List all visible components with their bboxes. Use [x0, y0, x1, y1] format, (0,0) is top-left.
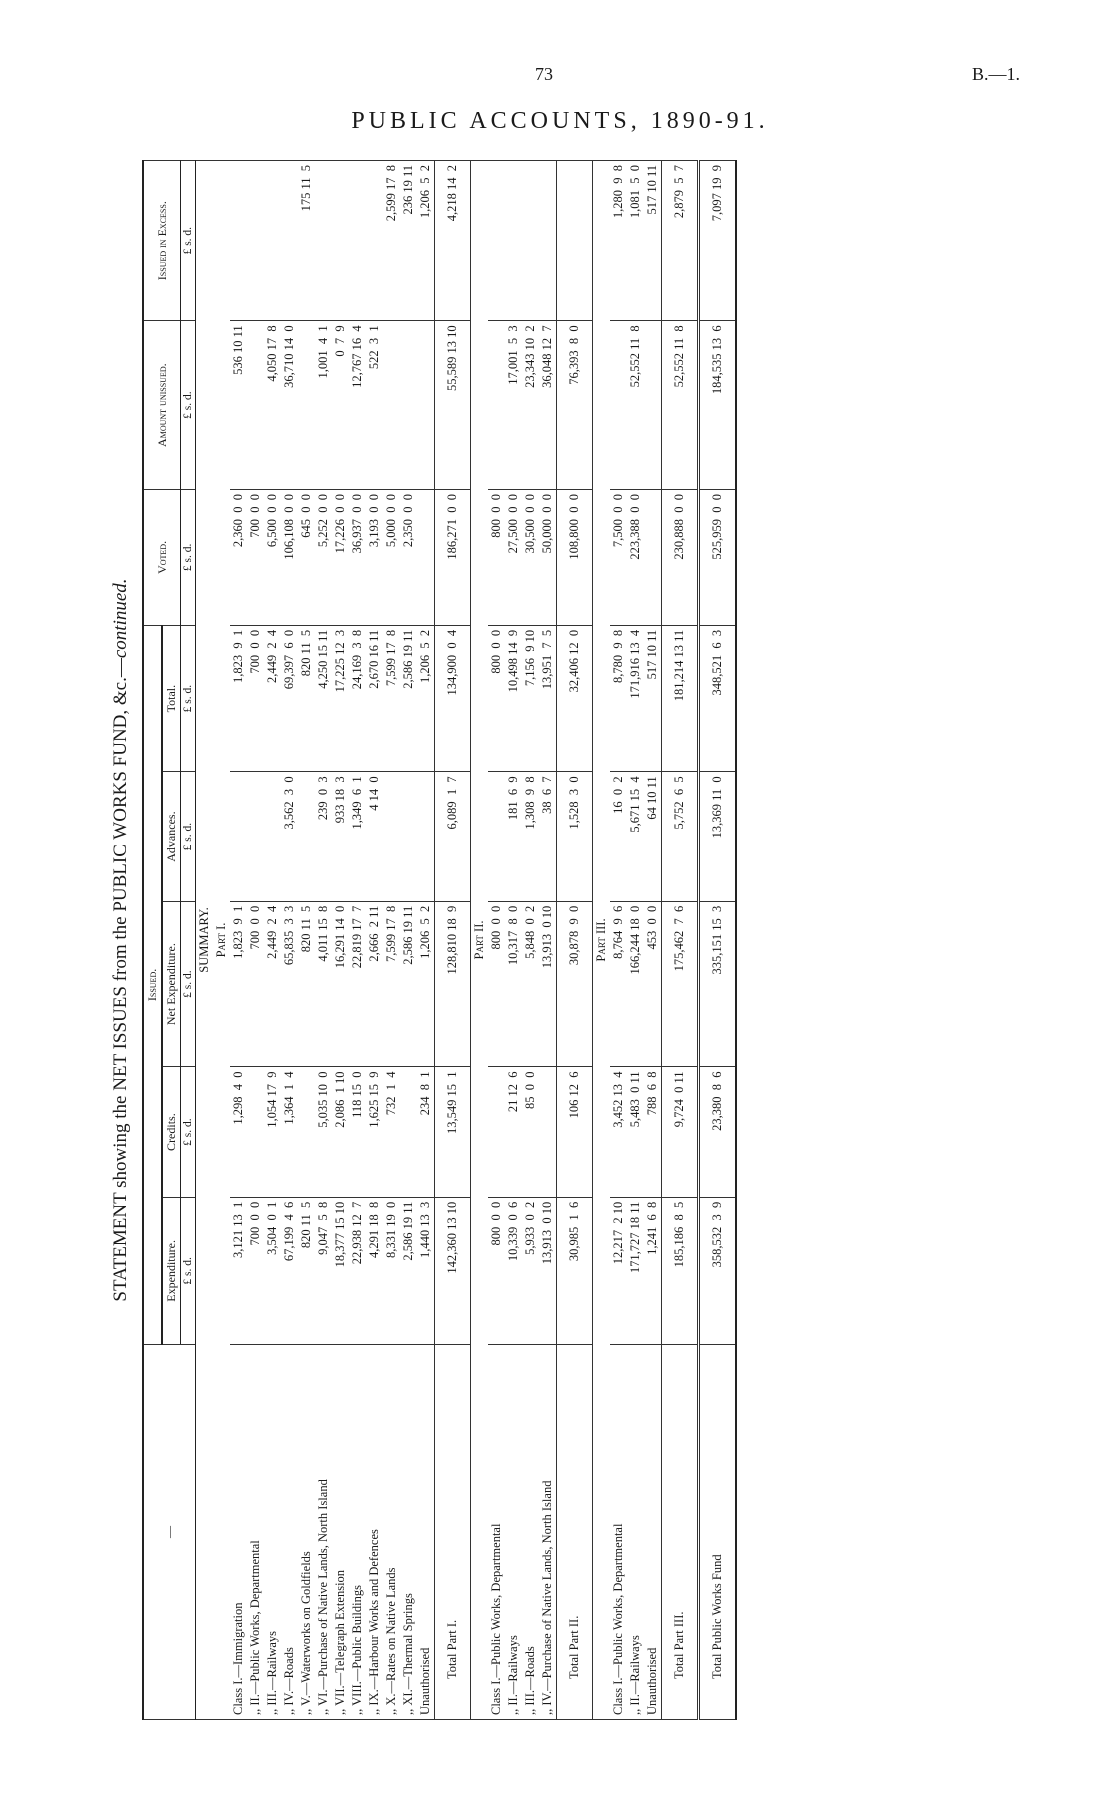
units-label: £ s. d.	[181, 161, 196, 321]
cell-adv	[488, 772, 505, 901]
table-row	[417, 161, 435, 1720]
voted-header: Voted.	[143, 489, 181, 625]
section-heading: SUMMARY.	[196, 161, 214, 1720]
cell-exp: 13,913 0 10	[539, 1197, 557, 1344]
cell-total: 17,225 12 3	[332, 625, 349, 771]
row-description: ,, IX.—Harbour Works and Defences	[366, 1345, 383, 1720]
cell-unissued: 36,710 14 0	[281, 321, 298, 490]
cell-unissued: 0 7 9	[332, 321, 349, 490]
total-row	[699, 161, 737, 1720]
cell-excess	[332, 161, 349, 321]
total-row	[435, 161, 471, 1720]
cell-cred	[298, 1067, 315, 1197]
cell-voted	[417, 489, 435, 625]
cell-net: 7,599 17 8	[383, 901, 400, 1067]
units-label: £ s. d.	[181, 489, 196, 625]
cell-excess: 2,879 5 7	[662, 161, 699, 321]
advances-header: Advances.	[162, 772, 181, 901]
cell-unissued	[298, 321, 315, 490]
row-description: Class I.—Immigration	[230, 1345, 247, 1720]
cell-total: 32,406 12 0	[557, 625, 593, 771]
units-label: £ s. d.	[181, 772, 196, 901]
table-body	[196, 161, 737, 1720]
cell-cred: 13,549 15 1	[435, 1067, 471, 1197]
section-heading-row	[471, 161, 489, 1720]
cell-adv: 4 14 0	[366, 772, 383, 901]
cell-adv: 933 18 3	[332, 772, 349, 901]
cell-voted: 7,500 0 0	[610, 489, 627, 625]
table-row	[539, 161, 557, 1720]
cell-voted: 223,388 0 0	[627, 489, 644, 625]
cell-total: 1,823 9 1	[230, 625, 247, 771]
cell-unissued: 23,343 10 2	[522, 321, 539, 490]
rotated-statement	[110, 160, 900, 1720]
cell-total: 8,780 9 8	[610, 625, 627, 771]
cell-net: 22,819 17 7	[349, 901, 366, 1067]
cell-excess	[281, 161, 298, 321]
row-description: ,, VIII.—Public Buildings	[349, 1345, 366, 1720]
section-heading: Part I.	[213, 161, 230, 1720]
cell-net: 2,666 2 11	[366, 901, 383, 1067]
row-description: ,, V.—Waterworks on Goldfields	[298, 1345, 315, 1720]
cell-net: 175,462 7 6	[662, 901, 699, 1067]
row-description: Class I.—Public Works, Departmental	[488, 1345, 505, 1720]
table-row	[383, 161, 400, 1720]
table-row	[332, 161, 349, 1720]
cell-total: 171,916 13 4	[627, 625, 644, 771]
cell-total: 517 10 11	[644, 625, 662, 771]
cell-excess	[557, 161, 593, 321]
section-heading-row	[213, 161, 230, 1720]
cell-cred: 1,054 17 9	[264, 1067, 281, 1197]
cell-excess	[522, 161, 539, 321]
cell-cred: 234 8 1	[417, 1067, 435, 1197]
cell-unissued	[610, 321, 627, 490]
cell-excess: 7,097 19 9	[699, 161, 737, 321]
cell-exp: 171,727 18 11	[627, 1197, 644, 1344]
cell-cred: 3,452 13 4	[610, 1067, 627, 1197]
cell-cred: 118 15 0	[349, 1067, 366, 1197]
cell-adv	[264, 772, 281, 901]
cell-cred: 5,483 0 11	[627, 1067, 644, 1197]
cell-exp: 1,440 13 3	[417, 1197, 435, 1344]
cell-unissued: 536 10 11	[230, 321, 247, 490]
table-row	[366, 161, 383, 1720]
row-description: ,, VI.—Purchase of Native Lands, North Island	[315, 1345, 332, 1720]
cell-adv: 3,562 3 0	[281, 772, 298, 901]
cell-voted: 6,500 0 0	[264, 489, 281, 625]
table-row	[488, 161, 505, 1720]
cell-cred	[539, 1067, 557, 1197]
cell-net: 2,449 2 4	[264, 901, 281, 1067]
cell-cred: 1,625 15 9	[366, 1067, 383, 1197]
table-row	[522, 161, 539, 1720]
cell-voted: 27,500 0 0	[505, 489, 522, 625]
cell-total: 4,250 15 11	[315, 625, 332, 771]
cell-exp: 820 11 5	[298, 1197, 315, 1344]
cell-excess: 517 10 11	[644, 161, 662, 321]
cell-exp: 2,586 19 11	[400, 1197, 417, 1344]
cell-total: 1,206 5 2	[417, 625, 435, 771]
cell-voted: 525,959 0 0	[699, 489, 737, 625]
cell-adv: 1,349 6 1	[349, 772, 366, 901]
cell-exp: 3,504 0 1	[264, 1197, 281, 1344]
cell-unissued: 1,001 4 1	[315, 321, 332, 490]
cell-voted: 2,350 0 0	[400, 489, 417, 625]
cell-net: 10,317 8 0	[505, 901, 522, 1067]
cell-excess: 1,081 5 0	[627, 161, 644, 321]
total-row	[557, 161, 593, 1720]
cell-exp: 1,241 6 8	[644, 1197, 662, 1344]
table-row	[627, 161, 644, 1720]
cell-net: 166,244 18 0	[627, 901, 644, 1067]
cell-excess: 236 19 11	[400, 161, 417, 321]
table-row	[505, 161, 522, 1720]
cell-unissued: 36,048 12 7	[539, 321, 557, 490]
cell-total: 10,498 14 9	[505, 625, 522, 771]
cell-exp: 4,291 18 8	[366, 1197, 383, 1344]
cell-total: 181,214 13 11	[662, 625, 699, 771]
cell-adv: 64 10 11	[644, 772, 662, 901]
units-label: £ s. d.	[181, 625, 196, 771]
cell-excess	[488, 161, 505, 321]
cell-total: 24,169 3 8	[349, 625, 366, 771]
cell-adv: 16 0 2	[610, 772, 627, 901]
cell-cred: 1,364 1 4	[281, 1067, 298, 1197]
cell-net: 700 0 0	[247, 901, 264, 1067]
units-label: £ s. d.	[181, 901, 196, 1067]
table-row	[247, 161, 264, 1720]
cell-exp: 10,339 0 6	[505, 1197, 522, 1344]
section-heading: Part II.	[471, 161, 489, 1720]
cell-cred: 21 12 6	[505, 1067, 522, 1197]
cell-voted: 5,000 0 0	[383, 489, 400, 625]
cell-net: 335,151 15 3	[699, 901, 737, 1067]
cell-excess	[505, 161, 522, 321]
row-description: ,, IV.—Roads	[281, 1345, 298, 1720]
cell-exp: 185,186 8 5	[662, 1197, 699, 1344]
cell-net: 65,835 3 3	[281, 901, 298, 1067]
cell-excess	[230, 161, 247, 321]
row-description: ,, XI.—Thermal Springs	[400, 1345, 417, 1720]
table-row	[264, 161, 281, 1720]
cell-unissued: 17,001 5 3	[505, 321, 522, 490]
cell-cred	[400, 1067, 417, 1197]
cell-unissued: 52,552 11 8	[662, 321, 699, 490]
statement-title-text: STATEMENT showing the NET ISSUES from the PUBLIC WORKS FUND, &c.—	[110, 658, 131, 1302]
section-heading: Part III.	[593, 161, 611, 1720]
excess-header: Issued in Excess.	[143, 161, 181, 321]
unissued-header: Amount unissued.	[143, 321, 181, 490]
cell-exp: 358,532 3 9	[699, 1197, 737, 1344]
cell-adv: 13,369 11 0	[699, 772, 737, 901]
cell-cred: 1,298 4 0	[230, 1067, 247, 1197]
row-description: ,, II.—Public Works, Departmental	[247, 1345, 264, 1720]
total-row	[662, 161, 699, 1720]
cell-cred: 106 12 6	[557, 1067, 593, 1197]
table-row	[315, 161, 332, 1720]
cell-adv: 5,671 15 4	[627, 772, 644, 901]
row-description: Total Part I.	[435, 1345, 471, 1720]
cell-adv: 1,308 9 8	[522, 772, 539, 901]
cell-adv	[400, 772, 417, 901]
units-label: £ s. d.	[181, 1067, 196, 1197]
row-description: ,, VII.—Telegraph Extension	[332, 1345, 349, 1720]
cell-cred: 2,086 1 10	[332, 1067, 349, 1197]
table-row	[298, 161, 315, 1720]
cell-excess: 175 11 5	[298, 161, 315, 321]
net-issues-table	[142, 160, 737, 1720]
cell-excess	[349, 161, 366, 321]
cell-unissued: 12,767 16 4	[349, 321, 366, 490]
cell-voted: 36,937 0 0	[349, 489, 366, 625]
cell-total: 2,586 19 11	[400, 625, 417, 771]
cell-voted: 106,108 0 0	[281, 489, 298, 625]
cell-unissued: 52,552 11 8	[627, 321, 644, 490]
row-description: Total Part III.	[662, 1345, 699, 1720]
row-description: Class I.—Public Works, Departmental	[610, 1345, 627, 1720]
cell-excess: 4,218 14 2	[435, 161, 471, 321]
cell-exp: 67,199 4 6	[281, 1197, 298, 1344]
cell-net: 128,810 18 9	[435, 901, 471, 1067]
cell-unissued	[644, 321, 662, 490]
units-label: £ s. d.	[181, 321, 196, 490]
cell-excess: 1,280 9 8	[610, 161, 627, 321]
cell-net: 820 11 5	[298, 901, 315, 1067]
cell-exp: 30,985 1 6	[557, 1197, 593, 1344]
cell-adv: 1,528 3 0	[557, 772, 593, 901]
cell-unissued	[247, 321, 264, 490]
cell-excess: 2,599 17 8	[383, 161, 400, 321]
cell-voted: 30,500 0 0	[522, 489, 539, 625]
cell-exp: 800 0 0	[488, 1197, 505, 1344]
cell-voted: 108,800 0 0	[557, 489, 593, 625]
section-heading-row	[593, 161, 611, 1720]
cell-cred: 85 0 0	[522, 1067, 539, 1197]
cell-total: 7,156 9 10	[522, 625, 539, 771]
cell-cred: 5,035 10 0	[315, 1067, 332, 1197]
cell-net: 5,848 0 2	[522, 901, 539, 1067]
section-heading-row	[196, 161, 214, 1720]
cell-exp: 22,938 12 7	[349, 1197, 366, 1344]
cell-voted: 186,271 0 0	[435, 489, 471, 625]
cell-cred: 23,380 8 6	[699, 1067, 737, 1197]
issued-header: Issued.	[143, 625, 162, 1344]
cell-cred	[247, 1067, 264, 1197]
row-description: Unauthorised	[644, 1345, 662, 1720]
cell-voted: 230,888 0 0	[662, 489, 699, 625]
row-description: Unauthorised	[417, 1345, 435, 1720]
cell-voted: 5,252 0 0	[315, 489, 332, 625]
cell-voted: 17,226 0 0	[332, 489, 349, 625]
row-description: Total Part II.	[557, 1345, 593, 1720]
cell-adv	[417, 772, 435, 901]
cell-excess	[366, 161, 383, 321]
cell-adv	[230, 772, 247, 901]
cell-voted: 700 0 0	[247, 489, 264, 625]
credits-header: Credits.	[162, 1067, 181, 1197]
cell-voted: 2,360 0 0	[230, 489, 247, 625]
cell-exp: 12,217 2 10	[610, 1197, 627, 1344]
cell-adv: 5,752 6 5	[662, 772, 699, 901]
total-header: Total.	[162, 625, 181, 771]
cell-unissued	[400, 321, 417, 490]
desc-header: —	[143, 1345, 196, 1720]
cell-exp: 9,047 5 8	[315, 1197, 332, 1344]
statement-title-italic: continued.	[110, 578, 131, 659]
cell-exp: 142,360 13 10	[435, 1197, 471, 1344]
table-row	[400, 161, 417, 1720]
table-row	[230, 161, 247, 1720]
cell-adv	[247, 772, 264, 901]
page-heading: PUBLIC ACCOUNTS, 1890-91.	[351, 108, 769, 134]
cell-unissued: 76,393 8 0	[557, 321, 593, 490]
cell-total: 7,599 17 8	[383, 625, 400, 771]
table-row	[644, 161, 662, 1720]
cell-cred: 788 6 8	[644, 1067, 662, 1197]
cell-total: 13,951 7 5	[539, 625, 557, 771]
cell-net: 1,206 5 2	[417, 901, 435, 1067]
cell-unissued: 522 3 1	[366, 321, 383, 490]
cell-unissued	[417, 321, 435, 490]
units-label: £ s. d.	[181, 1197, 196, 1344]
cell-net: 2,586 19 11	[400, 901, 417, 1067]
cell-net: 8,764 9 6	[610, 901, 627, 1067]
cell-exp: 3,121 13 1	[230, 1197, 247, 1344]
cell-adv: 38 6 7	[539, 772, 557, 901]
page-number: 73	[535, 64, 553, 84]
cell-cred: 732 1 4	[383, 1067, 400, 1197]
cell-excess	[247, 161, 264, 321]
cell-total: 348,521 6 3	[699, 625, 737, 771]
cell-unissued	[488, 321, 505, 490]
cell-net: 16,291 14 0	[332, 901, 349, 1067]
cell-total: 800 0 0	[488, 625, 505, 771]
cell-adv	[298, 772, 315, 901]
cell-net: 1,823 9 1	[230, 901, 247, 1067]
cell-total: 2,449 2 4	[264, 625, 281, 771]
cell-adv: 6,089 1 7	[435, 772, 471, 901]
row-description: Total Public Works Fund	[699, 1345, 737, 1720]
cell-total: 69,397 6 0	[281, 625, 298, 771]
cell-net: 453 0 0	[644, 901, 662, 1067]
cell-voted: 50,000 0 0	[539, 489, 557, 625]
cell-cred	[488, 1067, 505, 1197]
table-row	[349, 161, 366, 1720]
cell-net: 30,878 9 0	[557, 901, 593, 1067]
cell-exp: 8,331 19 0	[383, 1197, 400, 1344]
net-expenditure-header: Net Expenditure.	[162, 901, 181, 1067]
table-row	[610, 161, 627, 1720]
statement-title	[110, 160, 132, 1720]
cell-total: 820 11 5	[298, 625, 315, 771]
row-description: ,, III.—Railways	[264, 1345, 281, 1720]
cell-total: 2,670 16 11	[366, 625, 383, 771]
cell-excess: 1,206 5 2	[417, 161, 435, 321]
row-description: ,, II.—Railways	[505, 1345, 522, 1720]
cell-total: 700 0 0	[247, 625, 264, 771]
cell-adv: 239 0 3	[315, 772, 332, 901]
cell-voted: 645 0 0	[298, 489, 315, 625]
cell-net: 800 0 0	[488, 901, 505, 1067]
cell-unissued: 184,535 13 6	[699, 321, 737, 490]
row-description: ,, II.—Railways	[627, 1345, 644, 1720]
row-description: ,, IV.—Purchase of Native Lands, North Island	[539, 1345, 557, 1720]
cell-total: 134,900 0 4	[435, 625, 471, 771]
cell-net: 13,913 0 10	[539, 901, 557, 1067]
cell-voted	[644, 489, 662, 625]
cell-voted: 800 0 0	[488, 489, 505, 625]
row-description: ,, III.—Roads	[522, 1345, 539, 1720]
table-row	[281, 161, 298, 1720]
row-description: ,, X.—Rates on Native Lands	[383, 1345, 400, 1720]
cell-exp: 700 0 0	[247, 1197, 264, 1344]
cell-excess	[264, 161, 281, 321]
cell-exp: 5,933 0 2	[522, 1197, 539, 1344]
cell-unissued	[383, 321, 400, 490]
cell-exp: 18,377 15 10	[332, 1197, 349, 1344]
cell-net: 4,011 15 8	[315, 901, 332, 1067]
cell-cred: 9,724 0 11	[662, 1067, 699, 1197]
cell-voted: 3,193 0 0	[366, 489, 383, 625]
cell-adv	[383, 772, 400, 901]
cell-unissued: 4,050 17 8	[264, 321, 281, 490]
cell-excess	[315, 161, 332, 321]
cell-adv: 181 6 9	[505, 772, 522, 901]
cell-unissued: 55,589 13 10	[435, 321, 471, 490]
cell-excess	[539, 161, 557, 321]
page-reference: B.—1.	[972, 64, 1021, 84]
expenditure-header: Expenditure.	[162, 1197, 181, 1344]
